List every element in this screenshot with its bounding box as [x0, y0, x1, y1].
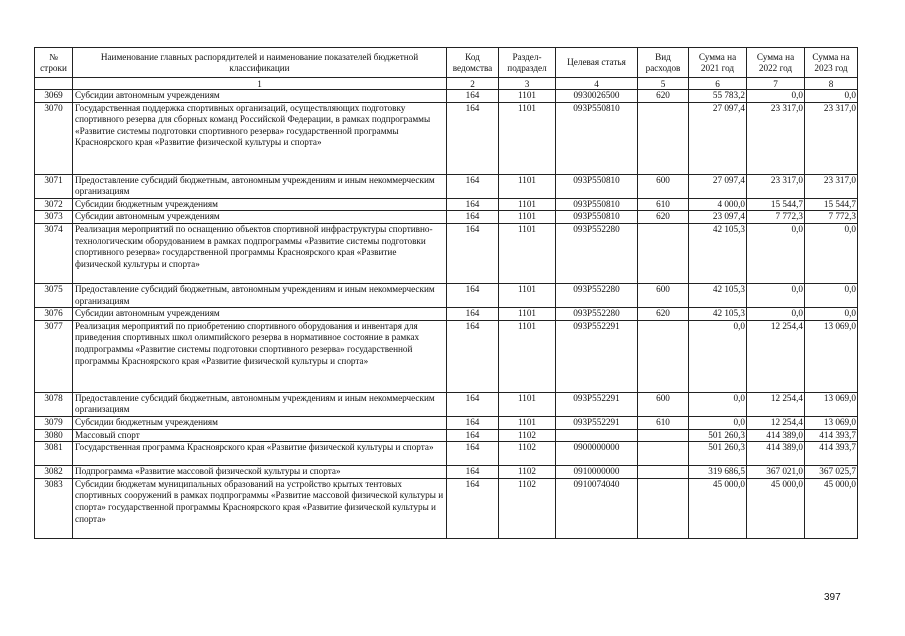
expense-type-cell: 600: [638, 174, 689, 198]
sum-2022-cell: 12 254,4: [747, 392, 805, 416]
expense-type-cell: [638, 223, 689, 283]
target-cell: 093P552280: [556, 308, 638, 321]
row-name-cell: Государственная поддержка спортивных организаций, осуществляющих подготовку спортивного резерва для сборных команд Российской Федерации, в рамках подпрограммы «Развитие системы подготовки спортивного резерва» государственной программы Красноярского края «Развитие физической культуры и спорта»: [73, 102, 447, 174]
sum-2022-cell: 367 021,0: [747, 466, 805, 479]
section-cell: 1101: [499, 283, 556, 307]
section-cell: 1102: [499, 478, 556, 538]
section-cell: 1101: [499, 308, 556, 321]
target-cell: 093P552291: [556, 392, 638, 416]
sum-2021-cell: 0,0: [689, 416, 747, 429]
expense-type-cell: [638, 429, 689, 442]
sum-2021-cell: 501 260,3: [689, 429, 747, 442]
sum-2021-cell: 23 097,4: [689, 211, 747, 224]
dept-code-cell: 164: [447, 429, 499, 442]
expense-type-cell: 620: [638, 90, 689, 103]
sum-2023-cell: 0,0: [805, 90, 858, 103]
section-cell: 1101: [499, 211, 556, 224]
sum-2022-cell: 23 317,0: [747, 174, 805, 198]
row-name-cell: Субсидии автономным учреждениям: [73, 90, 447, 103]
column-number-row: [35, 78, 858, 90]
row-name-cell: Субсидии бюджетным учреждениям: [73, 416, 447, 429]
target-cell: 093P550810: [556, 174, 638, 198]
header-sum-2023: Сумма на 2023 год: [805, 48, 858, 78]
section-cell: 1101: [499, 198, 556, 211]
expense-type-cell: 620: [638, 211, 689, 224]
row-name-cell: Предоставление субсидий бюджетным, автономным учреждениям и иным некоммерческим организациям: [73, 392, 447, 416]
table-row: [35, 416, 858, 429]
section-cell: 1102: [499, 429, 556, 442]
table-row: [35, 211, 858, 224]
column-number: 4: [556, 78, 638, 90]
sum-2021-cell: 27 097,4: [689, 174, 747, 198]
table-row: [35, 174, 858, 198]
row-number-cell: 3069: [35, 90, 73, 103]
sum-2021-cell: 42 105,3: [689, 308, 747, 321]
row-name-cell: Государственная программа Красноярского края «Развитие физической культуры и спорта»: [73, 442, 447, 466]
row-number-cell: 3070: [35, 102, 73, 174]
sum-2023-cell: 7 772,3: [805, 211, 858, 224]
section-cell: 1101: [499, 416, 556, 429]
sum-2023-cell: 0,0: [805, 283, 858, 307]
sum-2021-cell: 42 105,3: [689, 223, 747, 283]
target-cell: 093P550810: [556, 102, 638, 174]
row-name-cell: Предоставление субсидий бюджетным, автономным учреждениям и иным некоммерческим организациям: [73, 283, 447, 307]
row-name-cell: Субсидии бюджетам муниципальных образований на устройство крытых тентовых спортивных сооружений в рамках подпрограммы «Развитие массовой физической культуры и спорта» государственной программы Красноярского края «Развитие физической культуры и спорта»: [73, 478, 447, 538]
row-name-cell: Подпрограмма «Развитие массовой физической культуры и спорта»: [73, 466, 447, 479]
sum-2021-cell: 27 097,4: [689, 102, 747, 174]
sum-2021-cell: 4 000,0: [689, 198, 747, 211]
section-cell: 1101: [499, 392, 556, 416]
section-cell: 1101: [499, 174, 556, 198]
row-name-cell: Реализация мероприятий по приобретению спортивного оборудования и инвентаря для приведения спортивных школ олимпийского резерва в нормативное состояние в рамках подпрограммы «Развитие системы подготовки спортивного резерва» государственной программы Красноярского края «Развитие физической культуры и спорта»: [73, 320, 447, 392]
column-number: 7: [747, 78, 805, 90]
expense-type-cell: [638, 320, 689, 392]
dept-code-cell: 164: [447, 283, 499, 307]
target-cell: 093P552280: [556, 283, 638, 307]
table-row: [35, 223, 858, 283]
sum-2022-cell: 15 544,7: [747, 198, 805, 211]
target-cell: [556, 429, 638, 442]
dept-code-cell: 164: [447, 90, 499, 103]
row-name-cell: Субсидии бюджетным учреждениям: [73, 198, 447, 211]
expense-type-cell: 600: [638, 392, 689, 416]
sum-2023-cell: 13 069,0: [805, 392, 858, 416]
column-number: [35, 78, 73, 90]
sum-2023-cell: 45 000,0: [805, 478, 858, 538]
sum-2023-cell: 0,0: [805, 223, 858, 283]
sum-2022-cell: 45 000,0: [747, 478, 805, 538]
row-number-cell: 3071: [35, 174, 73, 198]
row-name-cell: Субсидии автономным учреждениям: [73, 211, 447, 224]
sum-2022-cell: 0,0: [747, 90, 805, 103]
row-number-cell: 3082: [35, 466, 73, 479]
sum-2021-cell: 319 686,5: [689, 466, 747, 479]
column-number: 1: [73, 78, 447, 90]
sum-2022-cell: 414 389,0: [747, 429, 805, 442]
sum-2023-cell: 414 393,7: [805, 442, 858, 466]
row-name-cell: Реализация мероприятий по оснащению объектов спортивной инфраструктуры спортивно-технологическим оборудованием в рамках подпрограммы «Развитие системы подготовки спортивного резерва» государственной программы Красноярского края «Развитие физической культуры и спорта»: [73, 223, 447, 283]
sum-2021-cell: 55 783,2: [689, 90, 747, 103]
header-target: Целевая статья: [556, 48, 638, 78]
table-row: [35, 198, 858, 211]
sum-2022-cell: 23 317,0: [747, 102, 805, 174]
expense-type-cell: [638, 478, 689, 538]
sum-2021-cell: 45 000,0: [689, 478, 747, 538]
header-sum-2022: Сумма на 2022 год: [747, 48, 805, 78]
header-name: Наименование главных распорядителей и наименование показателей бюджетной классификации: [73, 48, 447, 78]
sum-2021-cell: 501 260,3: [689, 442, 747, 466]
dept-code-cell: 164: [447, 416, 499, 429]
header-row: [35, 48, 858, 78]
dept-code-cell: 164: [447, 223, 499, 283]
section-cell: 1101: [499, 102, 556, 174]
sum-2023-cell: 23 317,0: [805, 102, 858, 174]
expense-type-cell: 600: [638, 283, 689, 307]
target-cell: 093P552291: [556, 416, 638, 429]
expense-type-cell: [638, 102, 689, 174]
header-section: Раздел-подраздел: [499, 48, 556, 78]
sum-2023-cell: 23 317,0: [805, 174, 858, 198]
section-cell: 1101: [499, 90, 556, 103]
table-row: [35, 478, 858, 538]
sum-2021-cell: 0,0: [689, 320, 747, 392]
column-number: 6: [689, 78, 747, 90]
row-number-cell: 3078: [35, 392, 73, 416]
row-name-cell: Предоставление субсидий бюджетным, автономным учреждениям и иным некоммерческим организациям: [73, 174, 447, 198]
sum-2021-cell: 0,0: [689, 392, 747, 416]
target-cell: 093P552291: [556, 320, 638, 392]
table-row: [35, 308, 858, 321]
section-cell: 1101: [499, 223, 556, 283]
sum-2023-cell: 367 025,7: [805, 466, 858, 479]
section-cell: 1101: [499, 320, 556, 392]
dept-code-cell: 164: [447, 442, 499, 466]
target-cell: 093P552280: [556, 223, 638, 283]
table-row: [35, 283, 858, 307]
row-number-cell: 3075: [35, 283, 73, 307]
dept-code-cell: 164: [447, 308, 499, 321]
row-number-cell: 3076: [35, 308, 73, 321]
row-number-cell: 3074: [35, 223, 73, 283]
dept-code-cell: 164: [447, 174, 499, 198]
table-row: [35, 320, 858, 392]
table-row: [35, 392, 858, 416]
column-number: 8: [805, 78, 858, 90]
section-cell: 1102: [499, 442, 556, 466]
target-cell: 0910074040: [556, 478, 638, 538]
table-row: [35, 90, 858, 103]
target-cell: 0930026500: [556, 90, 638, 103]
column-number: 2: [447, 78, 499, 90]
target-cell: 093P550810: [556, 211, 638, 224]
dept-code-cell: 164: [447, 102, 499, 174]
sum-2023-cell: 13 069,0: [805, 320, 858, 392]
row-number-cell: 3073: [35, 211, 73, 224]
target-cell: 0900000000: [556, 442, 638, 466]
row-name-cell: Массовый спорт: [73, 429, 447, 442]
column-number: 5: [638, 78, 689, 90]
section-cell: 1102: [499, 466, 556, 479]
sum-2022-cell: 0,0: [747, 283, 805, 307]
sum-2022-cell: 12 254,4: [747, 416, 805, 429]
sum-2022-cell: 0,0: [747, 308, 805, 321]
row-number-cell: 3083: [35, 478, 73, 538]
page-number: 397: [824, 592, 841, 603]
header-dept-code: Код ведомства: [447, 48, 499, 78]
dept-code-cell: 164: [447, 320, 499, 392]
table-row: [35, 442, 858, 466]
sum-2022-cell: 0,0: [747, 223, 805, 283]
dept-code-cell: 164: [447, 466, 499, 479]
dept-code-cell: 164: [447, 392, 499, 416]
dept-code-cell: 164: [447, 198, 499, 211]
expense-type-cell: [638, 466, 689, 479]
sum-2023-cell: 0,0: [805, 308, 858, 321]
row-number-cell: 3077: [35, 320, 73, 392]
budget-table: [34, 47, 858, 539]
row-number-cell: 3072: [35, 198, 73, 211]
target-cell: 0910000000: [556, 466, 638, 479]
sum-2022-cell: 414 389,0: [747, 442, 805, 466]
expense-type-cell: 620: [638, 308, 689, 321]
sum-2021-cell: 42 105,3: [689, 283, 747, 307]
header-sum-2021: Сумма на 2021 год: [689, 48, 747, 78]
sum-2023-cell: 414 393,7: [805, 429, 858, 442]
sum-2023-cell: 15 544,7: [805, 198, 858, 211]
table-row: [35, 429, 858, 442]
sum-2022-cell: 12 254,4: [747, 320, 805, 392]
header-expense-type: Вид расходов: [638, 48, 689, 78]
table-row: [35, 102, 858, 174]
row-number-cell: 3080: [35, 429, 73, 442]
header-row-number: № строки: [35, 48, 73, 78]
expense-type-cell: 610: [638, 416, 689, 429]
sum-2023-cell: 13 069,0: [805, 416, 858, 429]
target-cell: 093P550810: [556, 198, 638, 211]
expense-type-cell: 610: [638, 198, 689, 211]
column-number: 3: [499, 78, 556, 90]
row-name-cell: Субсидии автономным учреждениям: [73, 308, 447, 321]
row-number-cell: 3079: [35, 416, 73, 429]
table-row: [35, 466, 858, 479]
dept-code-cell: 164: [447, 478, 499, 538]
sum-2022-cell: 7 772,3: [747, 211, 805, 224]
row-number-cell: 3081: [35, 442, 73, 466]
dept-code-cell: 164: [447, 211, 499, 224]
expense-type-cell: [638, 442, 689, 466]
